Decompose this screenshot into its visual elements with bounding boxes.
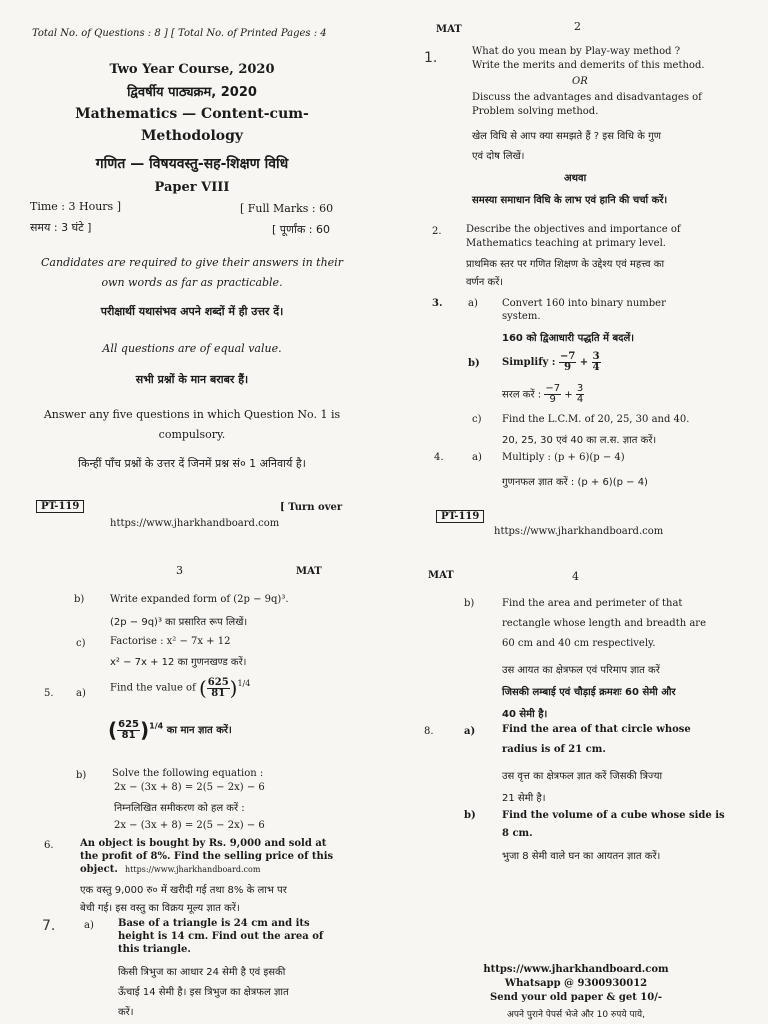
- q3c-hi: 20, 25, 30 एवं 40 का ल.स. ज्ञात करें।: [502, 435, 657, 446]
- q8a-en-1: Find the area of that circle whose: [502, 724, 691, 735]
- q8-number: 8.: [424, 726, 434, 737]
- page-2-url[interactable]: https://www.jharkhandboard.com: [494, 526, 664, 537]
- q8b-label: b): [464, 810, 476, 821]
- time-en: Time : 3 Hours ]: [30, 200, 121, 213]
- q1b-hi: समस्या समाधान विधि के लाभ एवं हानि की चर्चा करें।: [472, 195, 668, 206]
- q7b-hi-3: 40 सेमी है।: [502, 709, 548, 720]
- footer-send: Send your old paper & get 10/-: [489, 992, 663, 1003]
- q5a-en: Find the value of ( $\frac{625}{81}$ )$^{1/4}$: [110, 676, 251, 700]
- q6-number: 6.: [44, 840, 54, 851]
- q4b-en: Write expanded form of (2p − 9q)³.: [110, 594, 289, 605]
- q8a-en-2: radius is of 21 cm.: [502, 744, 606, 755]
- paper-title: Paper VIII: [154, 180, 230, 195]
- q8a-hi-1: उस वृत्त का क्षेत्रफल ज्ञात करें जिसकी त्रिज्या: [502, 771, 663, 782]
- q1-en-2: Write the merits and demerits of this method.: [472, 60, 705, 71]
- footer-hi: अपने पुराने पेपर्स भेजे और 10 रुपये पाये,: [506, 1010, 646, 1020]
- paper-code: PT-119: [436, 510, 484, 523]
- q7a-label: a): [84, 920, 94, 931]
- q3c-label: c): [472, 414, 482, 425]
- q6-hi-2: बेची गई। इस वस्तु का विक्रय मूल्य ज्ञात करें।: [80, 903, 240, 914]
- q4b-hi: (2p − 9q)³ का प्रसारित रूप लिखें।: [110, 617, 248, 628]
- q8a-label: a): [464, 726, 476, 737]
- q6-en-3: object. https://www.jharkhandboard.com: [80, 864, 261, 875]
- q6-url[interactable]: https://www.jharkhandboard.com: [125, 865, 261, 874]
- q7b-hi-2: जिसकी लम्बाई एवं चौड़ाई क्रमशः 60 सेमी और: [502, 687, 676, 698]
- instruction-2-hi: सभी प्रश्नों के मान बराबर हैं।: [135, 373, 249, 386]
- q1b-en-2: Problem solving method.: [472, 106, 599, 117]
- q5b-equation-1: 2x − (3x + 8) = 2(5 − 2x) − 6: [114, 782, 265, 793]
- q3a-hi: 160 को द्विआधारी पद्धति में बदलें।: [502, 333, 635, 344]
- q5-number: 5.: [44, 688, 54, 699]
- q3b-en: Simplify : $\frac{-7}{9}$ + $\frac{3}{4}$: [502, 351, 600, 373]
- q4-number: 4.: [434, 452, 444, 463]
- q7-hi-3: करें।: [118, 1007, 134, 1018]
- page-number: 3: [176, 564, 183, 577]
- top-line: Total No. of Questions : 8 ] [ Total No. of Printed Pages : 4: [32, 28, 327, 39]
- instruction-1-en-1: Candidates are required to give their answers in their: [41, 256, 343, 269]
- instruction-3-hi: किन्हीं पाँच प्रश्नों के उत्तर दें जिनमें प्रश्न सं० 1 अनिवार्य है।: [78, 457, 306, 470]
- q7-hi-1: किसी त्रिभुज का आधार 24 सेमी है एवं इसकी: [118, 967, 286, 978]
- instruction-2-en: All questions are of equal value.: [102, 342, 282, 355]
- q3-number: 3.: [432, 298, 443, 309]
- page-number: 4: [572, 570, 579, 583]
- page-1-url[interactable]: https://www.jharkhandboard.com: [110, 518, 280, 529]
- turn-over: [ Turn over: [280, 502, 343, 513]
- q4c-label: c): [76, 638, 86, 649]
- q1-hi-2: एवं दोष लिखें।: [472, 151, 525, 162]
- instruction-3-en-1: Answer any five questions in which Question No. 1 is: [43, 408, 341, 421]
- q3a-label: a): [468, 298, 478, 309]
- q4c-hi: x² − 7x + 12 का गुणनखण्ड करें।: [110, 657, 247, 668]
- page-2: [384, 0, 768, 522]
- subject-en-1: Mathematics — Content-cum-: [75, 106, 309, 122]
- q7-en-3: this triangle.: [118, 944, 191, 955]
- q5b-hi: निम्नलिखित समीकरण को हल करें :: [114, 803, 245, 814]
- q5a-label: a): [76, 688, 86, 699]
- marks-en: [ Full Marks : 60: [240, 202, 334, 215]
- time-hi: समय : 3 घंटे ]: [30, 221, 92, 234]
- q5a-hi: ( $\frac{625}{81}$ )$^{1/4}$ का मान ज्ञात करें।: [108, 718, 232, 742]
- q3a-en-2: system.: [502, 311, 541, 322]
- instruction-3-en-2: compulsory.: [158, 428, 226, 441]
- q4a-hi: गुणनफल ज्ञात करें : (p + 6)(p − 4): [502, 477, 648, 488]
- course-hi: द्विवर्षीय पाठ्यक्रम, 2020: [127, 85, 257, 100]
- q4a-en: Multiply : (p + 6)(p − 4): [502, 452, 625, 463]
- q4a-label: a): [472, 452, 482, 463]
- q7-en-2: height is 14 cm. Find out the area of: [118, 931, 324, 942]
- subject-en-2: Methodology: [140, 128, 244, 144]
- q3b-label: b): [468, 358, 480, 369]
- fraction-1: $\frac{-7}{9}$: [559, 351, 576, 373]
- or-en: OR: [572, 76, 588, 87]
- q2-number: 2.: [432, 226, 442, 237]
- q1-en-1: What do you mean by Play-way method ?: [472, 46, 681, 57]
- q7-hi-2: ऊँचाई 14 सेमी है। इस त्रिभुज का क्षेत्रफल ज्ञात: [118, 987, 289, 998]
- q8b-en-1: Find the volume of a cube whose side is: [502, 810, 725, 821]
- subject-hi: गणित — विषयवस्तु-सह-शिक्षण विधि: [95, 156, 289, 172]
- page-number: 2: [574, 20, 581, 33]
- q7b-en-2: rectangle whose length and breadth are: [502, 618, 707, 629]
- q7-number: 7.: [42, 918, 56, 934]
- q7b-label: b): [464, 598, 475, 609]
- q2-en-1: Describe the objectives and importance of: [466, 224, 681, 235]
- page-1: [0, 0, 384, 512]
- marks-hi: [ पूर्णांक : 60: [272, 223, 330, 236]
- q3a-en-1: Convert 160 into binary number: [502, 298, 666, 309]
- footer-whatsapp: Whatsapp @ 9300930012: [504, 978, 648, 989]
- q7b-hi-1: उस आयत का क्षेत्रफल एवं परिमाप ज्ञात करें: [502, 665, 660, 676]
- q5b-label: b): [76, 770, 87, 781]
- header-mat: MAT: [428, 570, 454, 581]
- q6-hi-1: एक वस्तु 9,000 रु० में खरीदी गई तथा 8% के लाभ पर: [80, 885, 287, 896]
- q7b-en-3: 60 cm and 40 cm respectively.: [502, 638, 656, 649]
- q7-en-1: Base of a triangle is 24 cm and its: [118, 918, 310, 929]
- q3c-en: Find the L.C.M. of 20, 25, 30 and 40.: [502, 414, 690, 425]
- fraction-2: $\frac{3}{4}$: [592, 351, 600, 373]
- page-3: [0, 512, 384, 1024]
- instruction-1-hi: परीक्षार्थी यथासंभव अपने शब्दों में ही उत्तर दें।: [100, 305, 284, 318]
- footer-url[interactable]: https://www.jharkhandboard.com: [483, 964, 669, 975]
- q7b-en-1: Find the area and perimeter of that: [502, 598, 683, 609]
- q1-number: 1.: [424, 50, 438, 66]
- header-mat: MAT: [436, 24, 462, 35]
- q2-hi-1: प्राथमिक स्तर पर गणित शिक्षण के उद्देश्य एवं महत्त्व का: [466, 259, 665, 270]
- q4c-en: Factorise : x² − 7x + 12: [110, 636, 231, 647]
- q3b-hi: सरल करें : $\frac{-7}{9}$ + $\frac{3}{4}$: [502, 383, 584, 405]
- q6-en-1: An object is bought by Rs. 9,000 and sold at: [80, 838, 327, 849]
- page-4: [384, 512, 768, 1024]
- q2-hi-2: वर्णन करें।: [466, 277, 504, 288]
- q5b-en: Solve the following equation :: [112, 768, 264, 779]
- course-en: Two Year Course, 2020: [109, 62, 275, 77]
- paper-code: PT-119: [36, 500, 84, 513]
- q4b-label: b): [74, 594, 85, 605]
- q6-en-2: the profit of 8%. Find the selling price of this: [80, 851, 334, 862]
- q1-hi-1: खेल विधि से आप क्या समझते हैं ? इस विधि के गुण: [472, 131, 661, 142]
- q1b-en-1: Discuss the advantages and disadvantages of: [472, 92, 702, 103]
- header-mat: MAT: [296, 566, 322, 577]
- q2-en-2: Mathematics teaching at primary level.: [466, 238, 666, 249]
- q8b-en-2: 8 cm.: [502, 828, 533, 839]
- q8a-hi-2: 21 सेमी है।: [502, 793, 546, 804]
- q8b-hi: भुजा 8 सेमी वाले घन का आयतन ज्ञात करें।: [502, 851, 661, 862]
- instruction-1-en-2: own words as far as practicable.: [101, 276, 283, 289]
- or-hi: अथवा: [564, 173, 587, 184]
- q5b-equation-2: 2x − (3x + 8) = 2(5 − 2x) − 6: [114, 820, 265, 831]
